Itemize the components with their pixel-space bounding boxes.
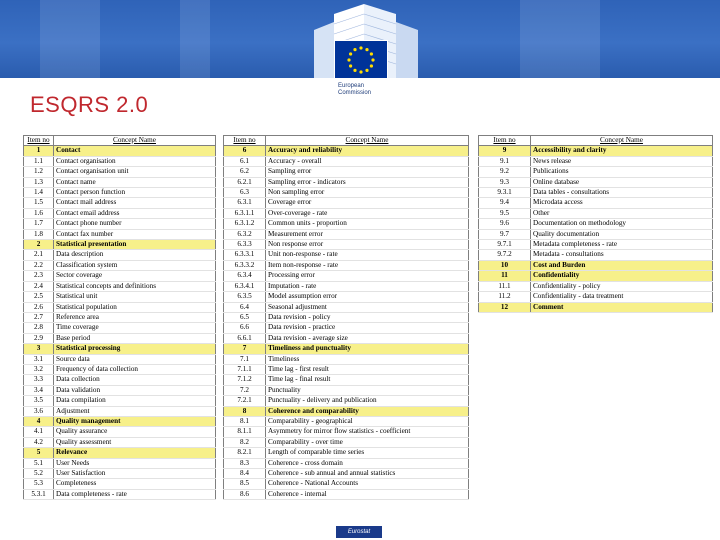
- table-row: [224, 146, 469, 156]
- concept-name-cell: Contact phone number: [54, 219, 216, 229]
- item-number-cell: 6.5: [224, 312, 266, 322]
- concept-name-cell: Metadata - consultations: [531, 250, 713, 260]
- table-row: [224, 281, 469, 291]
- concept-name-cell: Data revision - average size: [266, 333, 469, 343]
- table-row: [224, 260, 469, 270]
- concept-name-cell: Seasonal adjustment: [266, 302, 469, 312]
- table-row: [24, 396, 216, 406]
- item-number-cell: 6.3: [224, 188, 266, 198]
- concept-name-cell: Length of comparable time series: [266, 448, 469, 458]
- item-number-cell: 6.4: [224, 302, 266, 312]
- item-number-cell: 2.8: [24, 323, 54, 333]
- item-number-cell: 8.5: [224, 479, 266, 489]
- item-number-cell: 6.6: [224, 323, 266, 333]
- table-row: [24, 344, 216, 354]
- item-number-cell: 6.3.1.2: [224, 219, 266, 229]
- item-number-cell: 3.6: [24, 406, 54, 416]
- table-row: [24, 312, 216, 322]
- concept-name-cell: Coherence - cross domain: [266, 458, 469, 468]
- concept-name-cell: Time lag - first result: [266, 364, 469, 374]
- table-row: [224, 489, 469, 499]
- concept-table-left: [23, 135, 216, 500]
- concept-name-cell: Comment: [531, 302, 713, 312]
- item-number-cell: 1.6: [24, 208, 54, 218]
- table-row: [24, 437, 216, 447]
- table-row: [224, 437, 469, 447]
- item-number-cell: 1.4: [24, 188, 54, 198]
- item-number-cell: 7.2.1: [224, 396, 266, 406]
- concept-name-cell: Unit non-response - rate: [266, 250, 469, 260]
- concept-name-cell: Timeliness and punctuality: [266, 344, 469, 354]
- item-number-cell: 8.1.1: [224, 427, 266, 437]
- concept-name-cell: Processing error: [266, 271, 469, 281]
- table-row: [24, 406, 216, 416]
- table-row: [224, 271, 469, 281]
- table-row: [24, 375, 216, 385]
- table-row: [24, 240, 216, 250]
- table-row: [224, 198, 469, 208]
- concept-name-cell: Accessibility and clarity: [531, 146, 713, 156]
- concept-name-cell: Over-coverage - rate: [266, 208, 469, 218]
- item-number-cell: 5: [24, 448, 54, 458]
- concept-name-cell: Sampling error - indicators: [266, 177, 469, 187]
- table-row: [224, 250, 469, 260]
- table-row: [224, 333, 469, 343]
- concept-name-cell: Contact person function: [54, 188, 216, 198]
- item-number-cell: 8.6: [224, 489, 266, 499]
- concept-name-cell: Accuracy and reliability: [266, 146, 469, 156]
- concept-name-cell: Data collection: [54, 375, 216, 385]
- table-row: [224, 458, 469, 468]
- concept-name-cell: Contact fax number: [54, 229, 216, 239]
- table-row: [224, 416, 469, 426]
- item-number-cell: 8: [224, 406, 266, 416]
- slide-title: ESQRS 2.0: [30, 92, 149, 117]
- concept-name-cell: Contact organisation: [54, 156, 216, 166]
- concept-name-cell: Accuracy - overall: [266, 156, 469, 166]
- item-number-cell: 11.1: [479, 281, 531, 291]
- table-row: [224, 344, 469, 354]
- concept-name-cell: Quality management: [54, 416, 216, 426]
- item-number-cell: 2.2: [24, 260, 54, 270]
- table-row: [224, 208, 469, 218]
- item-number-cell: 8.3: [224, 458, 266, 468]
- concept-name-cell: Non response error: [266, 240, 469, 250]
- table-row: [479, 229, 713, 239]
- banner-stripe: [520, 0, 600, 78]
- item-number-cell: 1.5: [24, 198, 54, 208]
- concept-name-cell: Online database: [531, 177, 713, 187]
- table-row: [24, 250, 216, 260]
- column-header-item-no: Item no: [24, 136, 54, 146]
- concept-name-cell: Coherence - sub annual and annual statistics: [266, 469, 469, 479]
- concept-name-cell: Statistical presentation: [54, 240, 216, 250]
- table-row: [224, 385, 469, 395]
- table-header-row: [224, 136, 469, 146]
- concept-name-cell: Coherence - National Accounts: [266, 479, 469, 489]
- concept-name-cell: Quality assessment: [54, 437, 216, 447]
- column-header-item-no: Item no: [224, 136, 266, 146]
- table-row: [224, 302, 469, 312]
- table-row: [24, 479, 216, 489]
- concept-name-cell: Confidentiality - policy: [531, 281, 713, 291]
- concept-name-cell: User Satisfaction: [54, 469, 216, 479]
- concept-name-cell: Publications: [531, 167, 713, 177]
- concept-name-cell: Frequency of data collection: [54, 364, 216, 374]
- item-number-cell: 1.7: [24, 219, 54, 229]
- item-number-cell: 9.5: [479, 208, 531, 218]
- concept-name-cell: Statistical unit: [54, 292, 216, 302]
- table-row: [224, 469, 469, 479]
- table-row: [479, 146, 713, 156]
- concept-name-cell: Confidentiality: [531, 271, 713, 281]
- item-number-cell: 6.1: [224, 156, 266, 166]
- table-row: [224, 229, 469, 239]
- concept-name-cell: Base period: [54, 333, 216, 343]
- column-header-concept-name: Concept Name: [266, 136, 469, 146]
- concept-name-cell: Cost and Burden: [531, 260, 713, 270]
- item-number-cell: 4.1: [24, 427, 54, 437]
- concept-name-cell: Data compilation: [54, 396, 216, 406]
- item-number-cell: 6: [224, 146, 266, 156]
- item-number-cell: 3: [24, 344, 54, 354]
- item-number-cell: 9: [479, 146, 531, 156]
- table-row: [224, 240, 469, 250]
- table-row: [479, 177, 713, 187]
- concept-name-cell: Classification system: [54, 260, 216, 270]
- table-row: [24, 177, 216, 187]
- item-number-cell: 9.7.1: [479, 240, 531, 250]
- concept-name-cell: News release: [531, 156, 713, 166]
- concept-name-cell: Contact email address: [54, 208, 216, 218]
- table-row: [24, 208, 216, 218]
- concept-name-cell: Documentation on methodology: [531, 219, 713, 229]
- concept-name-cell: Data completeness - rate: [54, 489, 216, 499]
- concept-name-cell: Time coverage: [54, 323, 216, 333]
- concept-name-cell: Data revision - policy: [266, 312, 469, 322]
- table-row: [24, 271, 216, 281]
- item-number-cell: 1.8: [24, 229, 54, 239]
- concept-name-cell: Quality assurance: [54, 427, 216, 437]
- concept-name-cell: Contact name: [54, 177, 216, 187]
- concept-name-cell: Data revision - practice: [266, 323, 469, 333]
- item-number-cell: 6.3.3.1: [224, 250, 266, 260]
- table-row: [24, 385, 216, 395]
- banner-stripe: [40, 0, 100, 78]
- item-number-cell: 2.1: [24, 250, 54, 260]
- table-row: [479, 198, 713, 208]
- item-number-cell: 2.9: [24, 333, 54, 343]
- concept-name-cell: Completeness: [54, 479, 216, 489]
- logo-text-line1: European: [338, 83, 365, 89]
- table-row: [24, 427, 216, 437]
- concept-name-cell: Contact mail address: [54, 198, 216, 208]
- eurostat-footer-logo: Eurostat: [336, 526, 382, 538]
- item-number-cell: 8.1: [224, 416, 266, 426]
- eu-flag-icon: [334, 40, 388, 78]
- concept-name-cell: Data tables - consultations: [531, 188, 713, 198]
- table-row: [224, 479, 469, 489]
- table-row: [479, 292, 713, 302]
- concept-name-cell: Common units - proportion: [266, 219, 469, 229]
- table-row: [224, 406, 469, 416]
- table-row: [479, 156, 713, 166]
- item-number-cell: 3.5: [24, 396, 54, 406]
- concept-table-right: [478, 135, 713, 313]
- table-row: [224, 448, 469, 458]
- item-number-cell: 6.2.1: [224, 177, 266, 187]
- header-banner: [0, 0, 720, 78]
- item-number-cell: 6.3.4.1: [224, 281, 266, 291]
- concept-name-cell: Data validation: [54, 385, 216, 395]
- concept-name-cell: Coherence and comparability: [266, 406, 469, 416]
- table-row: [24, 229, 216, 239]
- table-row: [24, 198, 216, 208]
- item-number-cell: 9.1: [479, 156, 531, 166]
- concept-name-cell: Measurement error: [266, 229, 469, 239]
- item-number-cell: 2.4: [24, 281, 54, 291]
- item-number-cell: 2.5: [24, 292, 54, 302]
- concept-name-cell: Statistical population: [54, 302, 216, 312]
- table-row: [24, 364, 216, 374]
- table-row: [24, 323, 216, 333]
- banner-stripe: [180, 0, 210, 78]
- column-header-concept-name: Concept Name: [54, 136, 216, 146]
- table-header-row: [479, 136, 713, 146]
- table-row: [24, 167, 216, 177]
- item-number-cell: 10: [479, 260, 531, 270]
- item-number-cell: 1.1: [24, 156, 54, 166]
- table-row: [24, 292, 216, 302]
- table-row: [24, 188, 216, 198]
- item-number-cell: 6.3.1: [224, 198, 266, 208]
- item-number-cell: 9.7.2: [479, 250, 531, 260]
- table-row: [24, 416, 216, 426]
- item-number-cell: 3.4: [24, 385, 54, 395]
- item-number-cell: 9.3.1: [479, 188, 531, 198]
- column-header-concept-name: Concept Name: [531, 136, 713, 146]
- table-row: [224, 292, 469, 302]
- table-row: [224, 156, 469, 166]
- concept-name-cell: Coverage error: [266, 198, 469, 208]
- item-number-cell: 7.2: [224, 385, 266, 395]
- item-number-cell: 6.2: [224, 167, 266, 177]
- item-number-cell: 5.2: [24, 469, 54, 479]
- item-number-cell: 6.3.3.2: [224, 260, 266, 270]
- concept-name-cell: Asymmetry for mirror flow statistics - coefficient: [266, 427, 469, 437]
- table-row: [24, 448, 216, 458]
- table-row: [224, 177, 469, 187]
- table-row: [479, 167, 713, 177]
- item-number-cell: 6.3.2: [224, 229, 266, 239]
- table-row: [24, 458, 216, 468]
- concept-name-cell: Punctuality: [266, 385, 469, 395]
- item-number-cell: 3.3: [24, 375, 54, 385]
- item-number-cell: 8.2.1: [224, 448, 266, 458]
- item-number-cell: 7.1.2: [224, 375, 266, 385]
- concept-name-cell: Statistical processing: [54, 344, 216, 354]
- concept-table-middle: [223, 135, 469, 500]
- table-row: [24, 333, 216, 343]
- table-row: [24, 354, 216, 364]
- item-number-cell: 2.7: [24, 312, 54, 322]
- concept-name-cell: Reference area: [54, 312, 216, 322]
- item-number-cell: 5.3.1: [24, 489, 54, 499]
- concept-name-cell: Imputation - rate: [266, 281, 469, 291]
- concept-name-cell: Timeliness: [266, 354, 469, 364]
- item-number-cell: 11: [479, 271, 531, 281]
- concept-name-cell: Comparability - geographical: [266, 416, 469, 426]
- table-row: [24, 219, 216, 229]
- item-number-cell: 2.3: [24, 271, 54, 281]
- item-number-cell: 3.2: [24, 364, 54, 374]
- item-number-cell: 4: [24, 416, 54, 426]
- item-number-cell: 8.4: [224, 469, 266, 479]
- table-row: [24, 156, 216, 166]
- concept-name-cell: Metadata completeness - rate: [531, 240, 713, 250]
- item-number-cell: 12: [479, 302, 531, 312]
- table-row: [479, 208, 713, 218]
- table-row: [224, 375, 469, 385]
- item-number-cell: 9.4: [479, 198, 531, 208]
- column-header-item-no: Item no: [479, 136, 531, 146]
- table-row: [224, 323, 469, 333]
- table-row: [224, 167, 469, 177]
- table-row: [224, 396, 469, 406]
- table-row: [24, 469, 216, 479]
- item-number-cell: 6.3.5: [224, 292, 266, 302]
- table-row: [24, 302, 216, 312]
- item-number-cell: 3.1: [24, 354, 54, 364]
- item-number-cell: 9.3: [479, 177, 531, 187]
- concept-name-cell: Contact organisation unit: [54, 167, 216, 177]
- item-number-cell: 9.2: [479, 167, 531, 177]
- item-number-cell: 8.2: [224, 437, 266, 447]
- concept-name-cell: User Needs: [54, 458, 216, 468]
- table-row: [479, 240, 713, 250]
- commission-logo-text: [338, 83, 371, 97]
- item-number-cell: 11.2: [479, 292, 531, 302]
- concept-name-cell: Relevance: [54, 448, 216, 458]
- item-number-cell: 9.7: [479, 229, 531, 239]
- item-number-cell: 7: [224, 344, 266, 354]
- table-row: [24, 260, 216, 270]
- item-number-cell: 1.2: [24, 167, 54, 177]
- logo-text-line2: Commission: [338, 90, 372, 96]
- concept-name-cell: Contact: [54, 146, 216, 156]
- table-row: [479, 260, 713, 270]
- table-row: [224, 188, 469, 198]
- concept-name-cell: Data description: [54, 250, 216, 260]
- item-number-cell: 4.2: [24, 437, 54, 447]
- item-number-cell: 7.1: [224, 354, 266, 364]
- table-row: [479, 281, 713, 291]
- concept-name-cell: Statistical concepts and definitions: [54, 281, 216, 291]
- table-row: [479, 271, 713, 281]
- concept-name-cell: Sampling error: [266, 167, 469, 177]
- concept-name-cell: Punctuality - delivery and publication: [266, 396, 469, 406]
- item-number-cell: 6.6.1: [224, 333, 266, 343]
- table-row: [224, 354, 469, 364]
- concept-name-cell: Adjustment: [54, 406, 216, 416]
- item-number-cell: 6.3.4: [224, 271, 266, 281]
- item-number-cell: 7.1.1: [224, 364, 266, 374]
- item-number-cell: 6.3.3: [224, 240, 266, 250]
- concept-name-cell: Comparability - over time: [266, 437, 469, 447]
- concept-name-cell: Time lag - final result: [266, 375, 469, 385]
- table-row: [224, 312, 469, 322]
- item-number-cell: 9.6: [479, 219, 531, 229]
- item-number-cell: 5.1: [24, 458, 54, 468]
- table-header-row: [24, 136, 216, 146]
- concept-name-cell: Source data: [54, 354, 216, 364]
- table-row: [479, 302, 713, 312]
- item-number-cell: 2.6: [24, 302, 54, 312]
- concept-name-cell: Quality documentation: [531, 229, 713, 239]
- table-row: [24, 281, 216, 291]
- table-row: [224, 364, 469, 374]
- concept-name-cell: Other: [531, 208, 713, 218]
- concept-name-cell: Microdata access: [531, 198, 713, 208]
- table-row: [24, 146, 216, 156]
- concept-name-cell: Coherence - internal: [266, 489, 469, 499]
- concept-name-cell: Model assumption error: [266, 292, 469, 302]
- concept-name-cell: Confidentiality - data treatment: [531, 292, 713, 302]
- item-number-cell: 1.3: [24, 177, 54, 187]
- table-row: [24, 489, 216, 499]
- concept-name-cell: Non sampling error: [266, 188, 469, 198]
- item-number-cell: 6.3.1.1: [224, 208, 266, 218]
- table-row: [479, 250, 713, 260]
- item-number-cell: 2: [24, 240, 54, 250]
- table-row: [479, 219, 713, 229]
- table-row: [479, 188, 713, 198]
- table-row: [224, 219, 469, 229]
- table-row: [224, 427, 469, 437]
- item-number-cell: 5.3: [24, 479, 54, 489]
- concept-name-cell: Sector coverage: [54, 271, 216, 281]
- item-number-cell: 1: [24, 146, 54, 156]
- concept-name-cell: Item non-response - rate: [266, 260, 469, 270]
